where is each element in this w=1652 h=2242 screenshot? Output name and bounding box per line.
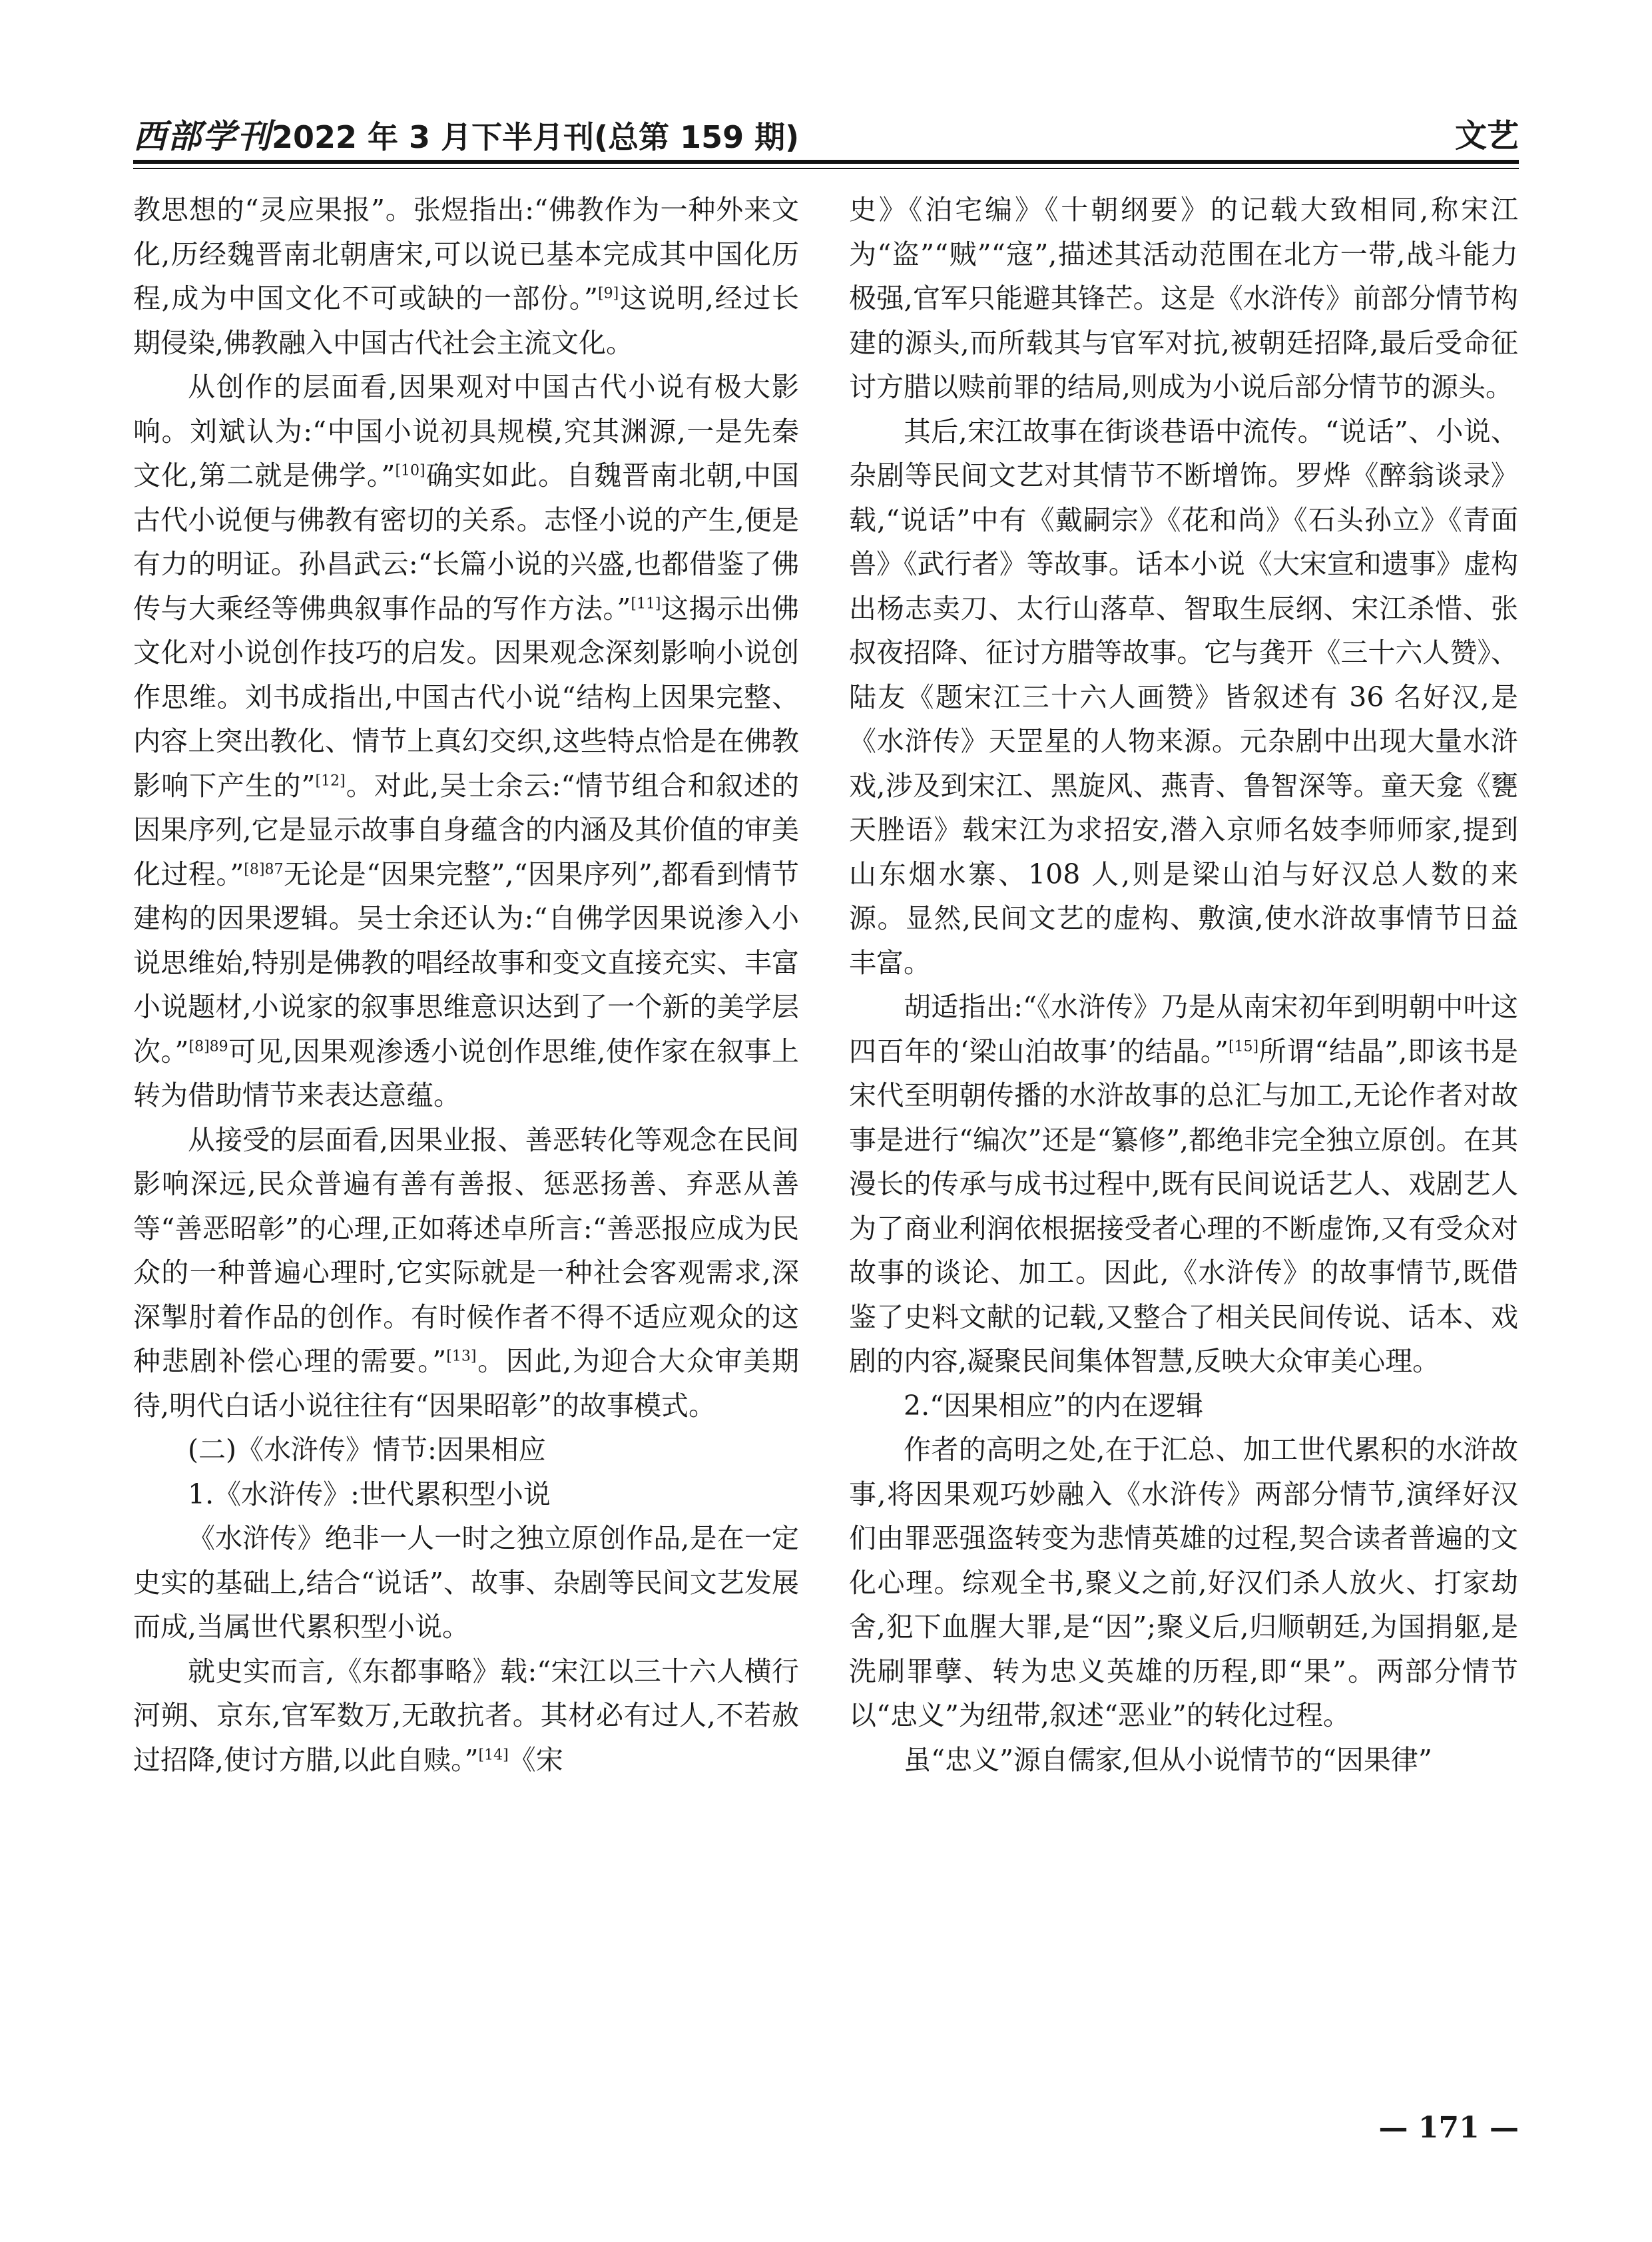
paragraph-text: 无论是“因果完整”,“因果序列”,都看到情节建构的因果逻辑。吴士余还认为:“自佛学因果说渗入小说思维始,特别是佛教的唱经故事和变文直接充实、丰富小说题材,小说家的叙事思维意识达到了一个新的美学层次。” <box>133 858 799 1067</box>
body-paragraph <box>133 1516 799 1649</box>
body-paragraph <box>849 410 1518 985</box>
running-header <box>133 110 1519 163</box>
paragraph-text: 从接受的层面看,因果业报、善恶转化等观念在民间影响深远,民众普遍有善有善报、惩恶扬善、弃恶从善等“善恶昭彰”的心理,正如蒋述卓所言:“善恶报应成为民众的一种普遍心理时,它实际就是一种社会客观需求,深深掣肘着作品的创作。有时候作者不得不适应观众的这种悲剧补偿心理的需要。” <box>133 1123 799 1377</box>
paragraph-text: 这揭示出佛文化对小说创作技巧的启发。因果观念深刻影响小说创作思维。刘书成指出,中国古代小说“结构上因果完整、内容上突出教化、情节上真幻交织,这些特点恰是在佛教影响下产生的” <box>133 592 800 802</box>
paragraph-text: 可见,因果观渗透小说创作思维,使作家在叙事上转为借助情节来表达意蕴。 <box>133 1035 799 1111</box>
paragraph-text: 就史实而言,《东都事略》载:“宋江以三十六人横行河朔、京东,官军数万,无敢抗者。其材必有过人,不若赦过招降,使讨方腊,以此自赎。” <box>133 1655 799 1776</box>
citation-ref: [15] <box>1228 1037 1259 1055</box>
paragraph-text: 《宋 <box>508 1743 563 1776</box>
paragraph-text: 从创作的层面看,因果观对中国古代小说有极大影响。刘斌认为:“中国小说初具规模,究其渊源,一是先秦文化,第二就是佛学。” <box>133 371 799 491</box>
paragraph-text: 。因此,为迎合大众审美期待,明代白话小说往往有“因果昭彰”的故事模式。 <box>133 1345 799 1422</box>
body-paragraph <box>849 1428 1518 1738</box>
journal-logo: 西部学刊 <box>133 117 272 156</box>
body-paragraph <box>849 1738 1518 1783</box>
journal-masthead <box>133 110 799 158</box>
section-label: 文艺 <box>1454 117 1519 154</box>
citation-ref: [8]89 <box>188 1037 228 1055</box>
body-paragraph <box>133 188 799 365</box>
paragraph-text: (二)《水浒传》情节:因果相应 <box>188 1434 546 1466</box>
section-heading <box>849 1384 1518 1428</box>
page-number: — 171 — <box>1378 2111 1519 2145</box>
issue-info: 2022 年 3 月下半月刊(总第 159 期) <box>272 119 800 155</box>
paragraph-text: 1.《水浒传》:世代累积型小说 <box>188 1478 551 1510</box>
section-heading <box>133 1472 799 1517</box>
body-paragraph <box>133 365 799 1118</box>
paragraph-text: 胡适指出:“《水浒传》乃是从南宋初年到明朝中叶这四百年的‘梁山泊故事’的结晶。” <box>849 991 1518 1067</box>
header-rule-thick <box>133 160 1519 164</box>
body-paragraph <box>133 1649 799 1783</box>
paragraph-text: 确实如此。自魏晋南北朝,中国古代小说便与佛教有密切的关系。志怪小说的产生,便是有力的明证。孙昌武云:“长篇小说的兴盛,也都借鉴了佛传与大乘经等佛典叙事作品的写作方法。” <box>133 459 799 625</box>
citation-ref: [14] <box>478 1746 509 1763</box>
paragraph-text: 作者的高明之处,在于汇总、加工世代累积的水浒故事,将因果观巧妙融入《水浒传》两部分情节,演绎好汉们由罪恶强盗转变为悲情英雄的过程,契合读者普遍的文化心理。综观全书,聚义之前,好汉们杀人放火、打家劫舍,犯下血腥大罪,是“因”;聚义后,归顺朝廷,为国捐躯,是洗刷罪孽、转为忠义英雄的历程,即“果”。两部分情节以“忠义”为纽带,叙述“恶业”的转化过程。 <box>849 1434 1518 1731</box>
paragraph-text: 所谓“结晶”,即该书是宋代至明朝传播的水浒故事的总汇与加工,无论作者对故事是进行“编次”还是“纂修”,都绝非完全独立原创。在其漫长的传承与成书过程中,既有民间说话艺人、戏剧艺人为了商业利润依根据接受者心理的不断虚饰,又有受众对故事的谈论、加工。因此,《水浒传》的故事情节,既借鉴了史料文献的记载,又整合了相关民间传说、话本、戏剧的内容,凝聚民间集体智慧,反映大众审美心理。 <box>849 1035 1518 1377</box>
paragraph-text: 。对此,吴士余云:“情节组合和叙述的因果序列,它是显示故事自身蕴含的内涵及其价值的审美化过程。” <box>133 769 799 890</box>
citation-ref: [8]87 <box>244 860 284 878</box>
body-paragraph <box>849 188 1518 410</box>
paragraph-text: 其后,宋江故事在街谈巷语中流传。“说话”、小说、杂剧等民间文艺对其情节不断增饰。罗烨《醉翁谈录》载,“说话”中有《戴嗣宗》《花和尚》《石头孙立》《青面兽》《武行者》等故事。话本小说《大宋宣和遗事》虚构出杨志卖刀、太行山落草、智取生辰纲、宋江杀惜、张叔夜招降、征讨方腊等故事。它与龚开《三十六人赞》、陆友《题宋江三十六人画赞》皆叙述有 36 名好汉,是《水浒传》天罡星的人物来源。元杂剧中出现大量水浒戏,涉及到宋江、黑旋风、燕青、鲁智深等。童天龛《甕天脞语》载宋江为求招安,潜入京师名妓李师师家,提到山东烟水寨、108 人,则是梁山泊与好汉总人数的来源。显然,民间文艺的虚构、敷演,使水浒故事情节日益丰富。 <box>849 415 1518 979</box>
paragraph-text: 2.“因果相应”的内在逻辑 <box>904 1389 1204 1422</box>
left-column <box>133 188 799 1782</box>
paragraph-text: 这说明,经过长期侵染,佛教融入中国古代社会主流文化。 <box>133 282 799 359</box>
citation-ref: [10] <box>395 462 425 479</box>
citation-ref: [9] <box>598 285 619 302</box>
paragraph-text: 教思想的“灵应果报”。张煜指出:“佛教作为一种外来文化,历经魏晋南北朝唐宋,可以说已基本完成其中国化历程,成为中国文化不可或缺的一部份。” <box>133 194 799 314</box>
section-heading <box>133 1428 799 1472</box>
body-paragraph <box>849 985 1518 1384</box>
paragraph-text: 《水浒传》绝非一人一时之独立原创作品,是在一定史实的基础上,结合“说话”、故事、杂剧等民间文艺发展而成,当属世代累积型小说。 <box>133 1522 799 1643</box>
citation-ref: [11] <box>631 595 661 612</box>
citation-ref: [13] <box>446 1348 477 1365</box>
paragraph-text: 虽“忠义”源自儒家,但从小说情节的“因果律” <box>904 1743 1432 1776</box>
body-paragraph <box>133 1118 799 1428</box>
paragraph-text: 史》《泊宅编》《十朝纲要》的记载大致相同,称宋江为“盗”“贼”“寇”,描述其活动范围在北方一带,战斗能力极强,官军只能避其锋芒。这是《水浒传》前部分情节构建的源头,而所载其与官军对抗,被朝廷招降,最后受命征讨方腊以赎前罪的结局,则成为小说后部分情节的源头。 <box>849 194 1518 403</box>
citation-ref: [12] <box>315 772 346 789</box>
header-rule-thin <box>133 168 1519 169</box>
right-column <box>849 188 1518 1782</box>
